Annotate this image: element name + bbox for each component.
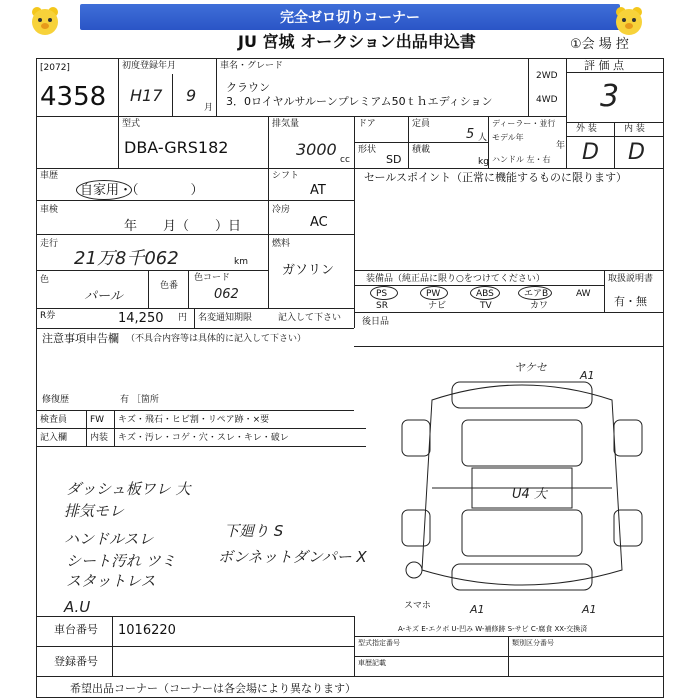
handwritten-note-3: ハンドルスレ <box>64 530 154 548</box>
repair-value: 有 ［箇所 <box>120 395 159 405</box>
fuel-label: 燃料 <box>272 239 291 249</box>
handwritten-note-5: スタットレス <box>66 572 156 590</box>
inspector-row1: キズ・飛石・ヒビ割・リペア跡・×要 <box>118 415 270 425</box>
model-year-label: モデル年 <box>492 133 524 142</box>
mileage-value: 21万8千062 <box>74 248 179 269</box>
copy-label: ①会 場 控 <box>570 37 629 52</box>
recycle-unit: 円 <box>178 313 188 323</box>
equipment-label: 装備品（純正品に限り○をつけてください） <box>366 274 545 284</box>
displacement-unit: cc <box>340 155 350 165</box>
footer-label: 希望出品コーナー（コーナーは各会場により異なります） <box>70 682 356 695</box>
notes-label: 注意事項申告欄 <box>42 332 119 345</box>
history-value: 自家用・（ ） <box>80 183 204 198</box>
model-label: 型式 <box>122 119 141 129</box>
equipment-sr: SR <box>376 301 388 311</box>
model-field-label: 型式指定番号 <box>358 639 400 647</box>
equipment-airbag: エアB <box>524 289 549 299</box>
exterior-label: 外 装 <box>576 124 597 134</box>
diagram-mirror: スマホ <box>404 601 431 611</box>
listing-code: [2072] <box>40 63 70 73</box>
recycle-value: 14,250 <box>118 311 164 326</box>
equipment-ps: PS <box>376 289 388 299</box>
equipment-navi: ナビ <box>428 301 447 311</box>
fuel-value: ガソリン <box>282 263 335 278</box>
history-circle <box>76 180 132 200</box>
handle-label: ハンドル 左・右 <box>492 155 551 164</box>
color-code-label: 色番 <box>160 281 179 291</box>
inspector-fw: FW <box>90 415 105 425</box>
shift-value: AT <box>310 183 326 198</box>
chassis-label: 車台番号 <box>54 623 98 636</box>
year-unit: 年 <box>556 141 566 151</box>
diagram-top-note: ヤケセ <box>514 361 547 374</box>
diagram-center-note: U4 大 <box>512 487 547 502</box>
shift-label: シフト <box>272 171 300 181</box>
chassis-value: 1016220 <box>118 623 176 638</box>
notice-value: 記入して下さい <box>278 313 342 323</box>
color-value: パール <box>84 289 123 304</box>
registration-month: 9 <box>186 86 197 105</box>
color-code-value: 062 <box>214 287 239 302</box>
later-label: 後日品 <box>362 317 390 327</box>
damage-legend: A-キズ E-エクボ U-凹み W-補修跡 S-サビ C-腐食 XX-交換済 <box>398 625 588 633</box>
manual-value: 有・無 <box>614 295 647 308</box>
manual-label: 取扱説明書 <box>608 274 654 284</box>
capacity-value: 5 <box>466 127 475 142</box>
equipment-abs: ABS <box>476 289 494 299</box>
class-field-label: 類別区分番号 <box>512 639 554 647</box>
banner-title: 完全ゼロ切りコーナー <box>80 4 620 30</box>
shape-value: SD <box>386 153 402 166</box>
score-label: 評 価 点 <box>584 59 624 72</box>
diagram-bottom-right: A1 <box>582 603 597 616</box>
mileage-unit: km <box>234 257 248 267</box>
right-bear-logo <box>612 4 646 38</box>
interior-label: 内 装 <box>624 124 645 134</box>
mileage-label: 走行 <box>40 239 59 249</box>
form-brand: JU 宮城 オークション出品申込書 <box>238 32 476 51</box>
registration-label: 初度登録年月 <box>122 61 177 71</box>
interior-grade: D <box>628 140 645 165</box>
registration-year: H17 <box>130 86 163 105</box>
drive-2wd: 2WD <box>536 71 558 81</box>
score-value: 3 <box>600 79 620 114</box>
handwritten-note-6: A.U <box>64 598 91 616</box>
handwritten-note-right-1: 下廻り S <box>224 522 284 540</box>
recycle-label: R券 <box>40 311 56 321</box>
repair-label: 修復歴 <box>42 395 70 405</box>
model-value: DBA-GRS182 <box>124 138 229 157</box>
listing-number: 4358 <box>40 82 107 112</box>
vehicle-grade: 3．0ロイヤルサルーンプレミアム50ｔｈエディション <box>226 95 493 108</box>
color-change-label: 色コード <box>194 273 231 283</box>
equipment-leather: カワ <box>530 301 549 311</box>
handwritten-note-right-2: ボンネットダンパー X <box>218 548 367 566</box>
inspector-row2: キズ・汚レ・コゲ・穴・スレ・キレ・破レ <box>118 433 289 443</box>
handwritten-note-1: ダッシュ板ワレ 大 <box>66 480 191 498</box>
color-label: 色 <box>40 275 50 285</box>
equipment-pw: PW <box>426 289 441 299</box>
drive-4wd: 4WD <box>536 95 558 105</box>
shape-label: 形状 <box>358 145 377 155</box>
equipment-aw: AW <box>576 289 591 299</box>
notice-label: 名変通知期限 <box>198 313 253 323</box>
left-bear-logo <box>28 4 62 38</box>
registration-month-unit: 月 <box>204 103 214 113</box>
diagram-top-grade: A1 <box>580 369 595 382</box>
exterior-grade: D <box>582 140 599 165</box>
equipment-tv: TV <box>480 301 492 311</box>
load-label: 積載 <box>412 145 431 155</box>
inspection-value: 年 月（ ）日 <box>124 219 242 234</box>
dealer-label: ディーラー・並行 <box>492 119 556 128</box>
capacity-label: 定員 <box>412 119 431 129</box>
aircon-value: AC <box>310 215 328 230</box>
handwritten-note-2: 排気モレ <box>64 502 125 520</box>
vehicle-name-label: 車名・グレード <box>220 61 284 71</box>
displacement-value: 3000 <box>296 140 337 159</box>
handwritten-note-4: シート汚れ ツミ <box>66 552 176 570</box>
reg-number-label: 登録番号 <box>54 655 98 668</box>
load-unit: kg <box>478 157 489 167</box>
sales-point-label: セールスポイント（正常に機能するものに限ります） <box>364 171 628 184</box>
diagram-bottom-left: A1 <box>470 603 485 616</box>
car-damage-diagram <box>392 360 652 610</box>
door-label: ドア <box>358 119 376 129</box>
displacement-label: 排気量 <box>272 119 300 129</box>
inspector-label: 検査員 <box>40 415 68 425</box>
aircon-label: 冷房 <box>272 205 291 215</box>
vehicle-name: クラウン <box>226 81 270 94</box>
capacity-unit: 人 <box>478 133 488 143</box>
fill-label: 記入欄 <box>40 433 68 443</box>
date-field-label: 車歴記載 <box>358 659 386 667</box>
inspector-interior: 内装 <box>90 433 109 443</box>
inspection-label: 車検 <box>40 205 59 215</box>
history-label: 車歴 <box>40 171 59 181</box>
notes-sub: （不具合内容等は具体的に記入して下さい） <box>126 334 307 344</box>
